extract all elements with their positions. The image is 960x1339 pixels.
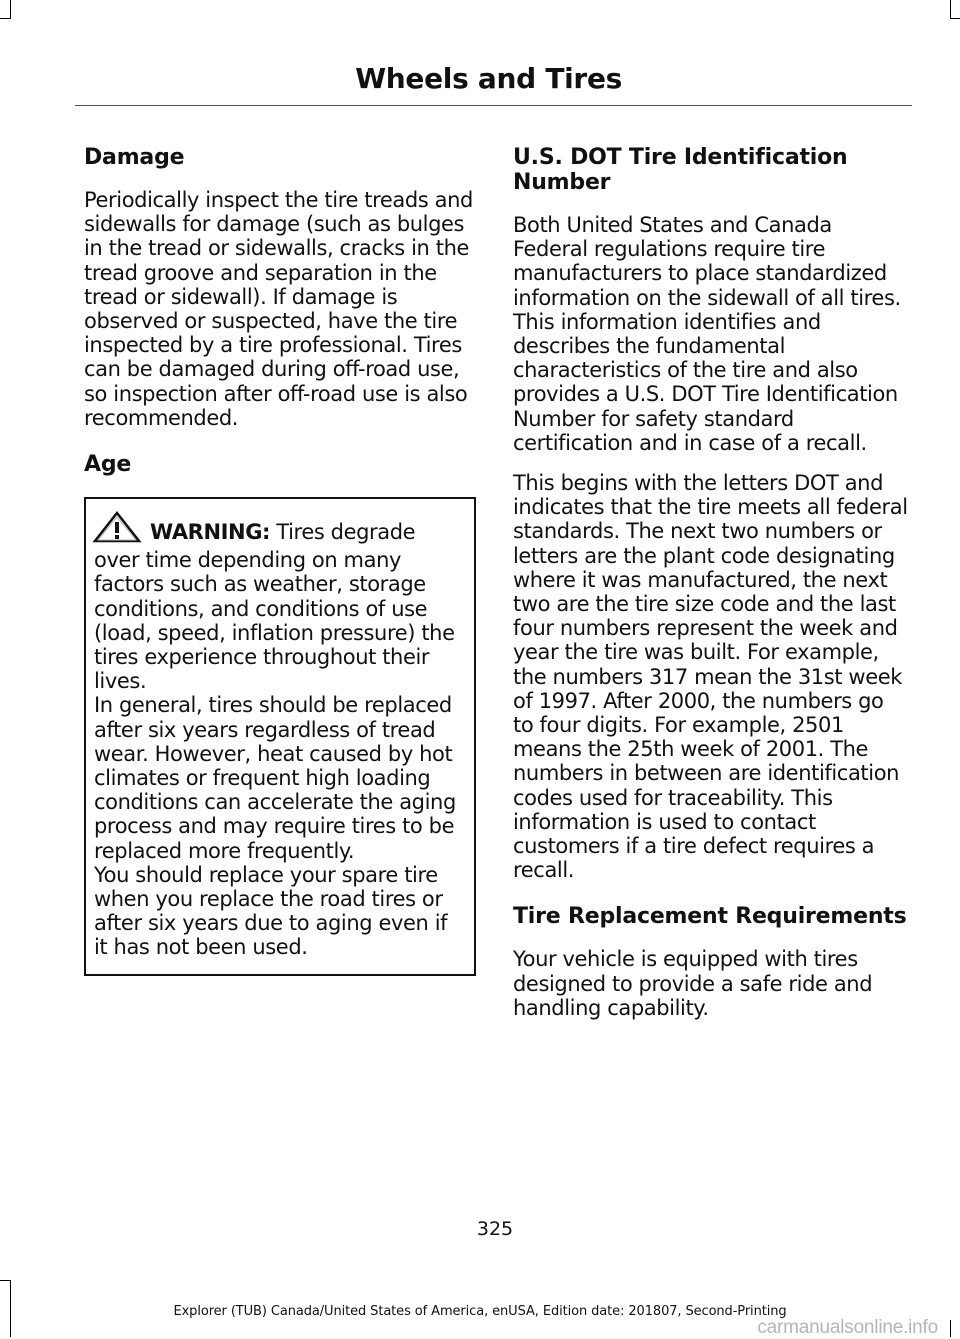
warning-label: WARNING: [150, 520, 271, 545]
page-number: 325 [476, 1218, 514, 1240]
replacement-paragraph: Your vehicle is equipped with tires designed to provide a safe ride and handling capability. [513, 947, 873, 1020]
warning-text-1: Tires degrade over time depending on many factors such as weather, storage conditions, and conditions of use (load, speed, inflation pressure) the tires experience throughout their lives. [94, 520, 455, 694]
header-divider [75, 105, 912, 106]
warning-text-2: In general, tires should be replaced after six years regardless of tread wear. However, heat caused by hot climates or frequent high loading conditions can accelerate the aging process and may require tires to be replaced more frequently. [94, 693, 456, 863]
crop-mark-top-left-h [0, 18, 11, 19]
age-heading: Age [84, 452, 132, 478]
right-column [513, 145, 908, 1036]
dot-paragraph-1: Both United States and Canada Federal regulations require tire manufacturers to place standardized information on the sidewall of all tires. This information identifies and describes the fundamental characteristics of the tire and also provides a U.S. DOT Tire Identification Number for safety standard certification and in case of a recall. [513, 213, 901, 455]
crop-mark-top-right-v [950, 0, 951, 18]
footer-edition-info: Explorer (TUB) Canada/United States of America, enUSA, Edition date: 201807, Second-Printing [173, 1304, 787, 1319]
crop-mark-top-right-h [950, 18, 960, 19]
page-header-title: Wheels and Tires [355, 62, 622, 95]
replacement-heading: Tire Replacement Requirements [513, 904, 907, 930]
dot-paragraph-2: This begins with the letters DOT and indicates that the tire meets all federal standards. The next two numbers or letters are the plant code designating where it was manufactured, the next two are the tire size code and the last four numbers represent the week and year the tire was built. For example, the numbers 317 mean the 31st week of 1997. After 2000, the numbers go to four digits. For example, 2501 means the 25th week of 2001. The numbers in between are identification codes used for traceability. This information is used to contact customers if a tire defect requires a recall. [513, 471, 908, 883]
crop-mark-top-left-v [10, 0, 11, 18]
damage-paragraph: Periodically inspect the tire treads and sidewalls for damage (such as bulges in the tread or sidewalls, cracks in the tread groove and separation in the tread or sidewall). If damage is observed or suspected, have the tire inspected by a tire professional. Tires can be damaged during off-road use, so inspection after off-road use is also recommended. [84, 188, 473, 430]
crop-mark-bottom-right-v [950, 1320, 951, 1337]
left-column [84, 145, 476, 976]
warning-first-paragraph [94, 511, 466, 693]
watermark: carmanualsonline.info [757, 1317, 938, 1338]
warning-triangle-icon [92, 511, 142, 548]
warning-box [84, 497, 476, 976]
crop-mark-bottom-left-h [0, 1280, 11, 1281]
damage-heading: Damage [84, 145, 185, 170]
warning-text-3: You should replace your spare tire when you replace the road tires or after six years due to aging even if it has not been used. [94, 862, 448, 960]
dot-heading: U.S. DOT Tire Identification Number [513, 145, 848, 195]
